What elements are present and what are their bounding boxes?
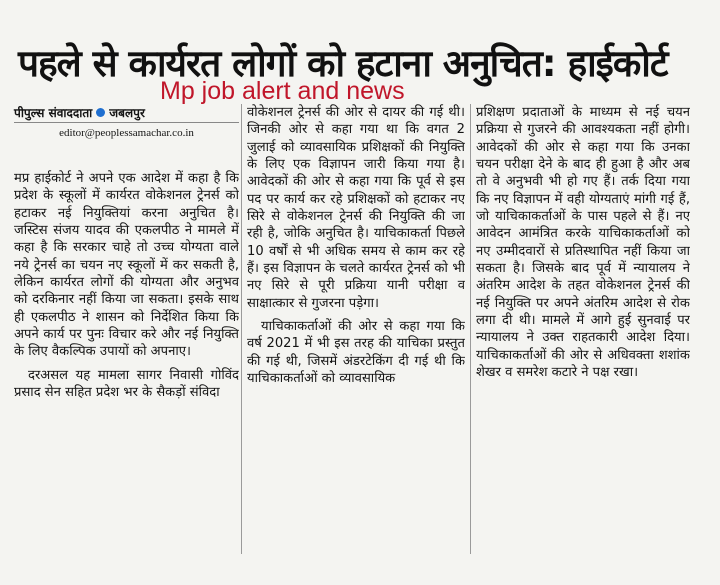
paragraph: प्रशिक्षण प्रदाताओं के माध्यम से नई चयन प्रक्रिया से गुजरने की आवश्यकता नहीं होगी। आवेदकों की ओर से कहा गया कि उनका चयन परीक्षा देने के बाद ही हुआ है और अब तो वे अनुभवी भी हो गए हैं। तर्क दिया गया कि नए विज्ञापन में वही योग्यताएं मांगी गई हैं, जो याचिकाकर्ताओं के पास पहले से हैं। नए आवेदन आमंत्रित करके याचिकाकर्ताओं को नए उम्मीदवारों से प्रतिस्थापित नहीं किया जा सकता है। जिसके बाद पूर्व में न्यायालय ने अंतरिम आदेश के तहत वोकेशनल ट्रेनर्स की नई नियुक्ति पर अपने अंतरिम आदेश से रोक लगा दी थी। मामले में आगे हुई सुनवाई पर न्यायालय ने उक्त राहतकारी आदेश दिया। याचिकाकर्ताओं की ओर से अधिवक्ता शशांक शेखर व समरेश कटारे ने पक्ष रखा। (476, 105, 690, 381)
article-column-1 (14, 170, 239, 580)
dateline-city: जबलपुर (109, 105, 145, 120)
paragraph: दरअसल यह मामला सागर निवासी गोविंद प्रसाद सेन सहित प्रदेश भर के सैकड़ों संविदा (14, 367, 239, 401)
column-divider (470, 104, 471, 554)
byline-email: editor@peoplessamachar.co.in (59, 127, 194, 139)
paragraph: याचिकाकर्ताओं की ओर से कहा गया कि वर्ष 2021 में भी इस तरह की याचिका प्रस्तुत की गई थी, जिसमें अंडरटेकिंग दी गई थी कि याचिकाकर्ताओं को व्यावसायिक (247, 319, 465, 387)
bullet-dot-icon (96, 108, 105, 117)
reporter-credit: पीपुल्स संवाददाता (14, 105, 93, 120)
watermark-text: Mp job alert and news (160, 77, 405, 105)
column-divider (241, 104, 242, 554)
paragraph: मप्र हाईकोर्ट ने अपने एक आदेश में कहा है कि प्रदेश के स्कूलों में कार्यरत वोकेशनल ट्रेनर्स को हटाकर नई नियुक्तियां करना अनुचित है। जस्टिस संजय यादव की एकलपीठ ने मामले में कहा है कि सरकार चाहे तो उच्च योग्यता वाले नये ट्रेनर्स का चयन नए स्कूलों में कर सकती है, लेकिन कार्यरत लोगों की योग्यता और अनुभव को दरकिनार नहीं किया जा सकता। इसके साथ ही एकलपीठ ने शासन को निर्देशित किया कि अपने कार्य पर पुनः विचार करे और नई नियुक्ति के लिए वैकल्पिक उपायों को अपनाए। (14, 171, 239, 360)
paragraph: वोकेशनल ट्रेनर्स की ओर से दायर की गई थी। जिनकी ओर से कहा गया था कि वगत 2 जुलाई को व्यावसायिक प्रशिक्षकों की नियुक्ति के लिए एक विज्ञापन जारी किया गया है। आवेदकों की ओर से कहा गया कि पूर्व से इस पद पर कार्य कर रहे प्रशिक्षकों को हटाकर नए सिरे से वोकेशनल ट्रेनर्स की नियुक्ति की जा रही है, जोकि अनुचित है। याचिकाकर्ता पिछले 10 वर्षों से भी अधिक समय से काम कर रहे हैं। इस विज्ञापन के चलते कार्यरत ट्रेनर्स को भी नए सिरे से पूरी प्रक्रिया यानी परीक्षा व साक्षात्कार से गुजरना पड़ेगा। (247, 105, 465, 311)
article-column-2 (247, 104, 465, 580)
headline: पहले से कार्यरत लोगों को हटाना अनुचित: हाईकोर्ट (18, 42, 668, 85)
article-column-3 (476, 104, 690, 556)
